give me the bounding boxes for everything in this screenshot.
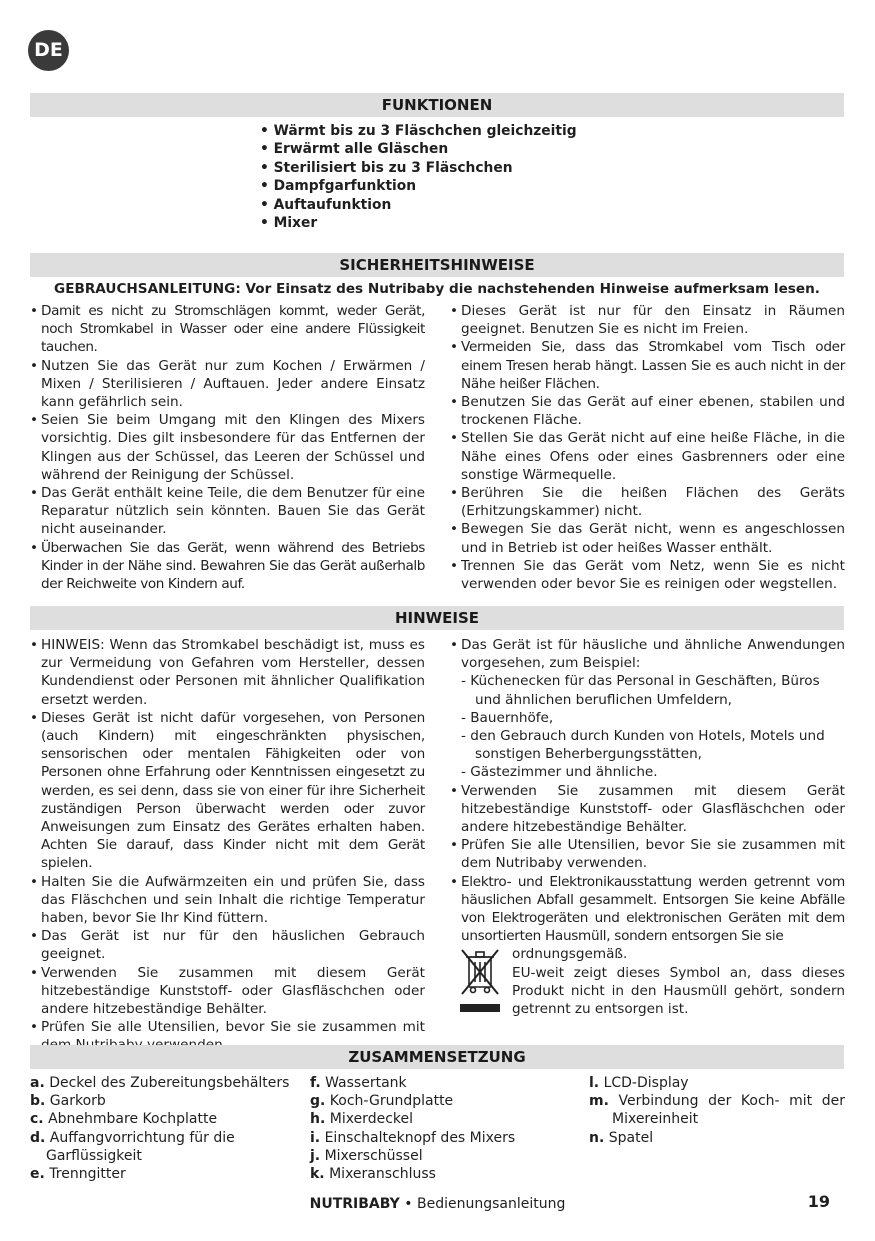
- weee-notice: [450, 945, 845, 1018]
- component-item: [310, 1074, 580, 1092]
- component-label: Mixerdeckel: [329, 1111, 414, 1128]
- component-label: Spatel: [608, 1129, 654, 1146]
- list-item: • Dieses Gerät ist nicht dafür vorgesehen, von Personen (auch Kindern) mit eingeschränkten physischen, sensorischen oder mentalen Fähigkeiten oder von Personen ohne Erfahrung oder Kenntnissen eingesetzt zu werden, es sei denn, dass sie von einer für ihre Sicherheit zuständigen Person überwacht werden oder zuvor Anweisungen zum Einsatz des Gerätes erhalten haben. Achten Sie darauf, dass Kinder nicht mit dem Gerät spielen.: [30, 709, 425, 873]
- component-label: Deckel des Zubereitungsbehälters: [49, 1075, 290, 1091]
- list-item: • Prüfen Sie alle Utensilien, bevor Sie sie zusammen mit: [30, 1018, 425, 1054]
- safety-left-column: [30, 302, 425, 593]
- component-item: [310, 1165, 580, 1183]
- component-item: [589, 1129, 845, 1147]
- weee-text: EU-weit zeigt dieses Symbol an, dass dieses Produkt nicht in den Hausmüll gehört, sondern getrennt zu entsorgen ist.: [512, 964, 845, 1018]
- component-label: Trenngitter: [49, 1166, 126, 1183]
- list-item: • Elektro- und Elektronikausstattung werden getrennt vom häuslichen Abfall gesammelt. Entsorgen Sie keine Abfälle von Elektrogeräten und elektronischen Geräten mit dem unsortierten Hausmüll, sondern entsorgen Sie sie: [450, 873, 845, 946]
- list-item: • Benutzen Sie das Gerät auf einer ebenen, stabilen und trockenen Fläche.: [450, 393, 845, 429]
- component-label: Verbindung der Koch- mit der Mixereinheit: [612, 1093, 846, 1128]
- page-number: 19: [807, 1192, 830, 1211]
- component-key: g.: [310, 1093, 326, 1110]
- component-key: h.: [310, 1111, 326, 1128]
- list-item: • Wärmt bis zu 3 Fläschchen gleichzeitig: [260, 122, 577, 140]
- section-title-funktionen: FUNKTIONEN: [30, 93, 844, 117]
- section-title-sicherheitshinweise: SICHERHEITSHINWEISE: [30, 253, 844, 277]
- list-item: • Mixer: [260, 214, 577, 232]
- footer-text: Bedienungsanleitung: [416, 1196, 566, 1212]
- weee-continuation: ordnungsgemäß.: [512, 946, 628, 963]
- list-item: • Dieses Gerät ist nur für den Einsatz in Räumen geeignet. Benutzen Sie es nicht im Freien.: [450, 302, 845, 338]
- component-label: Mixerschüssel: [324, 1147, 423, 1164]
- component-label: LCD-Display: [603, 1075, 689, 1091]
- component-key: l.: [589, 1075, 600, 1091]
- component-label: Abnehmbare Kochplatte: [48, 1111, 218, 1128]
- list-item-text: Das Gerät ist für häusliche und ähnliche Anwendungen vorgesehen, zum Beispiel:: [461, 637, 845, 672]
- list-item: [450, 636, 845, 782]
- component-key: m.: [589, 1093, 609, 1110]
- component-item: [30, 1129, 236, 1165]
- footer-brand: NUTRIBABY: [309, 1196, 400, 1212]
- list-item: • Berühren Sie die heißen Flächen des Geräts (Erhitzungskammer) nicht.: [450, 484, 845, 520]
- notes-right-column: [450, 636, 845, 1018]
- component-label: Garkorb: [49, 1093, 106, 1110]
- list-item: • Das Gerät enthält keine Teile, die dem Benutzer für eine Reparatur nützlich sein könnten. Bauen Sie das Gerät nicht auseinander.: [30, 484, 425, 539]
- component-item: [30, 1092, 300, 1110]
- component-key: d.: [30, 1129, 46, 1146]
- component-item: [30, 1165, 300, 1183]
- component-item: [30, 1110, 300, 1128]
- list-item: • Vermeiden Sie, dass das Stromkabel vom Tisch oder einem Tresen herab hängt. Lassen Sie es auch nicht in der Nähe heißer Flächen.: [450, 338, 845, 393]
- section-title-hinweise: HINWEISE: [30, 606, 844, 630]
- component-label: Auffangvorrichtung für die Garflüssigkeit: [46, 1129, 235, 1164]
- usage-note: GEBRAUCHSANLEITUNG: Vor Einsatz des Nutribaby die nachstehenden Hinweise aufmerksam lesen.: [54, 281, 820, 297]
- footer: [0, 1192, 875, 1213]
- crossed-bin-icon: [458, 947, 502, 1017]
- list-item: • Halten Sie die Aufwärmzeiten ein und prüfen Sie, dass das Fläschchen und sein Inhalt die richtige Temperatur haben, bevor Sie Ihr Kind füttern.: [30, 873, 425, 928]
- component-label: Mixeranschluss: [329, 1166, 436, 1183]
- list-item: • HINWEIS: Wenn das Stromkabel beschädigt ist, muss es zur Vermeidung von Gefahren vom Hersteller, dessen Kundendienst oder Personen mit ähnlicher Qualifikation ersetzt werden.: [30, 636, 425, 709]
- list-item: • Trennen Sie das Gerät vom Netz, wenn Sie es nicht verwenden oder bevor Sie es reinigen oder wegstellen.: [450, 557, 845, 593]
- notes-left-column: [30, 636, 425, 1055]
- funktionen-list: [260, 122, 577, 232]
- list-item: • Verwenden Sie zusammen mit diesem Gerät hitzebeständige Kunststoff- oder Glasfläschchen oder andere hitzebeständige Behälter.: [450, 782, 845, 837]
- list-item: • Seien Sie beim Umgang mit den Klingen des Mixers vorsichtig. Dies gilt insbesondere für das Entfernen der Klingen aus der Schüssel, das Leeren der Schüssel und während der Reinigung der Schüssel.: [30, 411, 425, 484]
- component-key: a.: [30, 1075, 45, 1091]
- component-item: [310, 1129, 580, 1147]
- component-key: i.: [310, 1129, 321, 1146]
- list-item: • Dampfgarfunktion: [260, 177, 577, 195]
- list-item: • Nutzen Sie das Gerät nur zum Kochen / Erwärmen / Mixen / Sterilisieren / Auftauen. Jeder andere Einsatz kann gefährlich sein.: [30, 357, 425, 412]
- component-key: b.: [30, 1093, 46, 1110]
- section-title-zusammensetzung: ZUSAMMENSETZUNG: [30, 1045, 844, 1069]
- list-item: • Überwachen Sie das Gerät, wenn während des Betriebs Kinder in der Nähe sind. Bewahren Sie das Gerät außerhalb der Reichweite von Kindern auf.: [30, 539, 425, 594]
- component-label: Einschalteknopf des Mixers: [324, 1129, 516, 1146]
- list-item: • Prüfen Sie alle Utensilien, bevor Sie sie zusammen mit dem Nutribaby verwenden.: [450, 836, 845, 872]
- component-item: [310, 1092, 580, 1110]
- component-key: e.: [30, 1166, 45, 1183]
- sub-item: - Bauernhöfe,: [461, 709, 845, 727]
- component-item: [310, 1110, 580, 1128]
- sub-item: - Gästezimmer und ähnliche.: [461, 763, 845, 781]
- component-label: Wassertank: [325, 1075, 407, 1091]
- list-item: • Stellen Sie das Gerät nicht auf eine heiße Fläche, in die Nähe eines Ofens oder eines Gasbrenners oder eine sonstige Wärmequelle.: [450, 429, 845, 484]
- component-item: [589, 1074, 845, 1092]
- component-key: c.: [30, 1111, 44, 1128]
- list-item: • Sterilisiert bis zu 3 Fläschchen: [260, 159, 577, 177]
- sub-item: - Küchenecken für das Personal in Geschäften, Büros und ähnlichen beruflichen Umfeldern,: [461, 672, 845, 708]
- list-item: • Damit es nicht zu Stromschlägen kommt, weder Gerät, noch Stromkabel in Wasser oder eine andere Flüssigkeit tauchen.: [30, 302, 425, 357]
- component-item: [589, 1092, 845, 1128]
- list-item: • Auftaufunktion: [260, 196, 577, 214]
- language-badge: DE: [28, 30, 69, 71]
- component-key: j.: [310, 1147, 321, 1164]
- footer-separator: •: [399, 1196, 417, 1212]
- component-key: n.: [589, 1129, 605, 1146]
- list-item: • Bewegen Sie das Gerät nicht, wenn es angeschlossen und in Betrieb ist oder heißes Wasser enthält.: [450, 520, 845, 556]
- components-column-3: [589, 1074, 845, 1147]
- component-key: f.: [310, 1075, 321, 1091]
- list-item: • Verwenden Sie zusammen mit diesem Gerät hitzebeständige Kunststoff- oder Glasfläschchen oder andere hitzebeständige Behälter.: [30, 964, 425, 1019]
- list-item: • Erwärmt alle Gläschen: [260, 140, 577, 158]
- component-key: k.: [310, 1166, 325, 1183]
- component-item: [310, 1147, 580, 1165]
- component-label: Koch-Grundplatte: [329, 1093, 454, 1110]
- list-item: • Das Gerät ist nur für den häuslichen Gebrauch geeignet.: [30, 927, 425, 963]
- components-column-1: [30, 1074, 300, 1183]
- components-column-2: [310, 1074, 580, 1183]
- safety-right-column: [450, 302, 845, 593]
- component-item: [30, 1074, 300, 1092]
- sub-item: - den Gebrauch durch Kunden von Hotels, Motels und sonstigen Beherbergungsstätten,: [461, 727, 845, 763]
